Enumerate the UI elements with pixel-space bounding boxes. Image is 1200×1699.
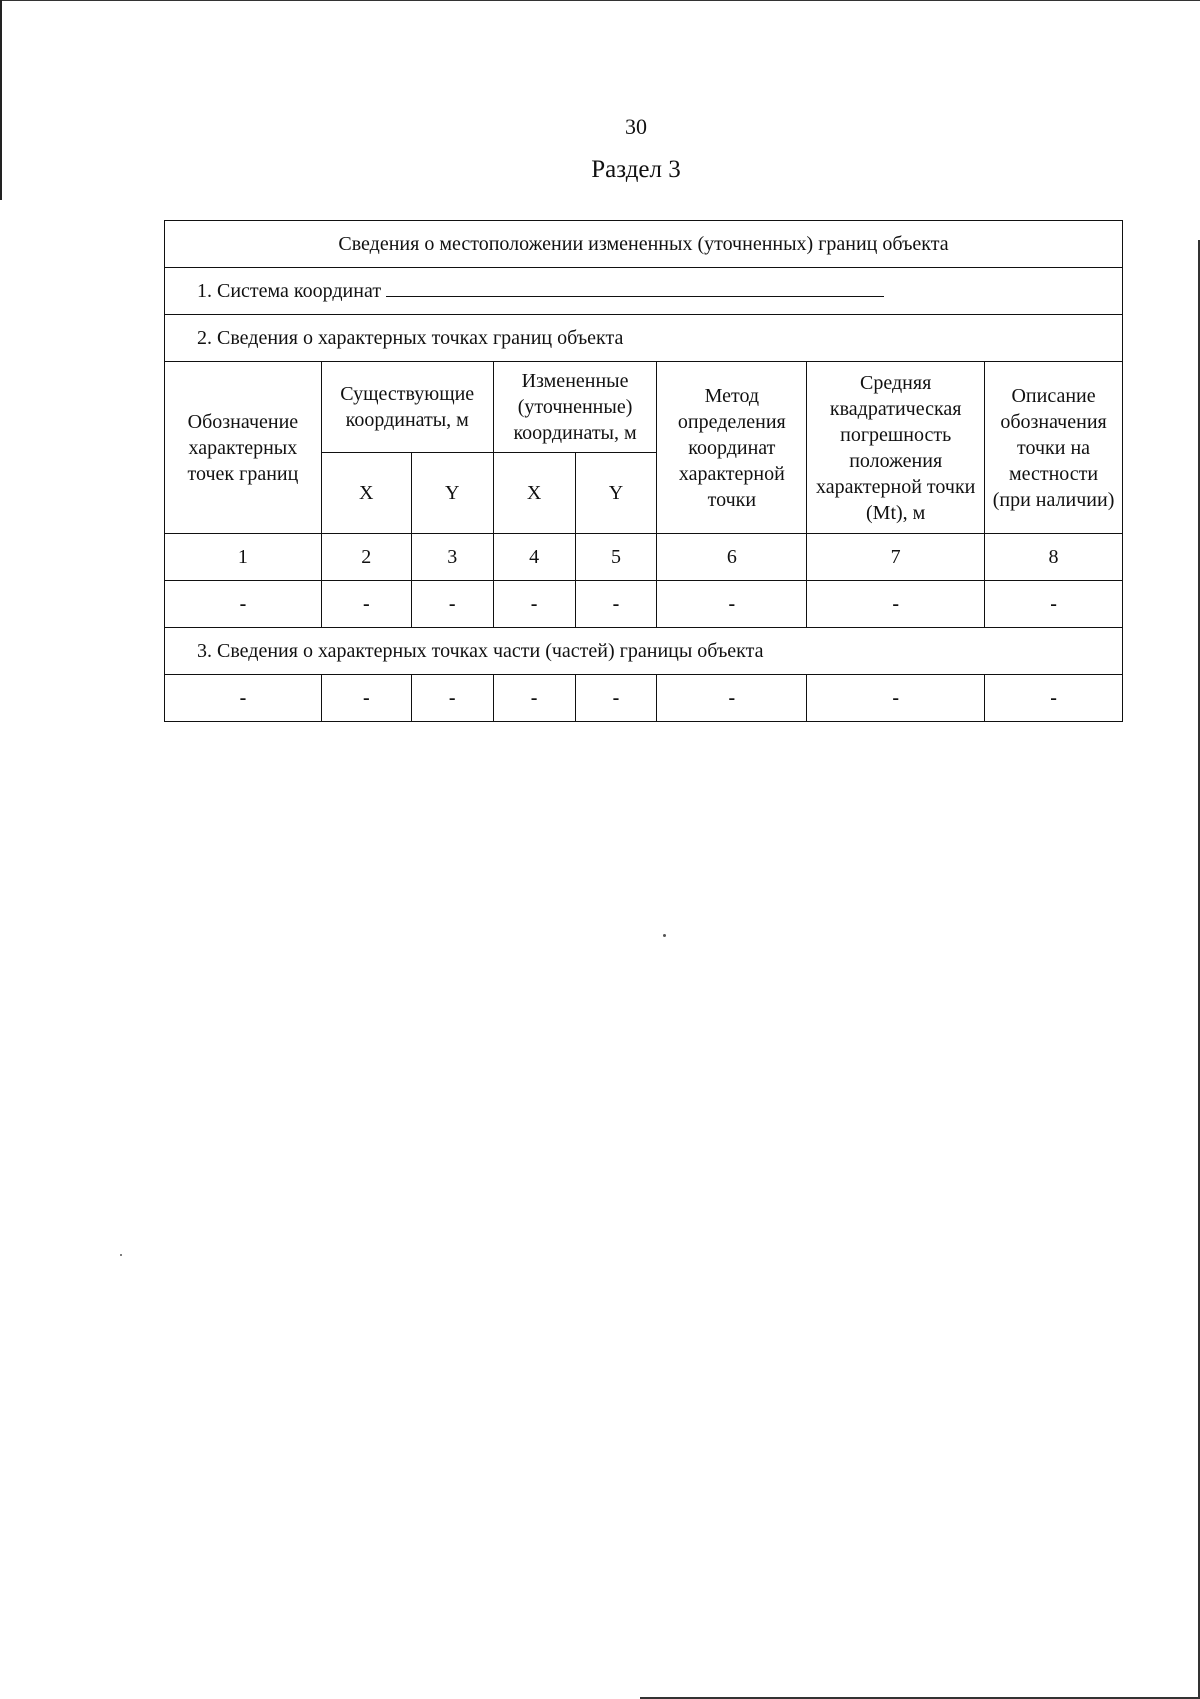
header-changed-coordinates: Измененные (уточненные) координаты, м (493, 362, 657, 453)
table-cell: - (985, 581, 1123, 628)
header-mean-square-error: Средняя квадратическая погрешность положения характерной точки (Mt), м (807, 362, 985, 534)
table-cell: - (657, 581, 807, 628)
scan-speck (663, 934, 666, 937)
table-cell: - (411, 675, 493, 722)
table-cell: - (493, 581, 575, 628)
header-existing-coordinates: Существующие координаты, м (321, 362, 493, 453)
table-cell: - (321, 581, 411, 628)
table-title: Сведения о местоположении измененных (уточненных) границ объекта (165, 221, 1123, 268)
column-number: 4 (493, 534, 575, 581)
table-cell: - (165, 675, 322, 722)
table-cell: - (985, 675, 1123, 722)
subheader-existing-x: X (321, 453, 411, 534)
table-cell: - (657, 675, 807, 722)
table-cell: - (411, 581, 493, 628)
subheader-existing-y: Y (411, 453, 493, 534)
scan-speck (120, 1254, 122, 1256)
column-number: 6 (657, 534, 807, 581)
scan-edge-top (0, 0, 1200, 1)
table-cell: - (807, 675, 985, 722)
subheader-changed-x: X (493, 453, 575, 534)
table-cell: - (321, 675, 411, 722)
column-number: 3 (411, 534, 493, 581)
column-number: 5 (575, 534, 657, 581)
subheader-changed-y: Y (575, 453, 657, 534)
boundary-table (164, 220, 1123, 722)
coordinate-system-blank (386, 278, 884, 297)
parts-heading: 3. Сведения о характерных точках части (частей) границы объекта (165, 628, 1123, 675)
column-number-row (165, 534, 1123, 581)
table-cell: - (493, 675, 575, 722)
header-point-designation: Обозначение характерных точек границ (165, 362, 322, 534)
table-cell: - (165, 581, 322, 628)
page-number: 30 (625, 114, 647, 139)
header-method: Метод определения координат характерной точки (657, 362, 807, 534)
column-number: 1 (165, 534, 322, 581)
table-cell: - (575, 675, 657, 722)
column-number: 8 (985, 534, 1123, 581)
points-heading: 2. Сведения о характерных точках границ объекта (165, 315, 1123, 362)
section-title: Раздел 3 (591, 156, 681, 183)
table-row (165, 675, 1123, 722)
table-cell: - (575, 581, 657, 628)
column-number: 7 (807, 534, 985, 581)
header-point-description: Описание обозначения точки на местности (при наличии) (985, 362, 1123, 534)
coordinate-system-label: 1. Система координат (197, 280, 382, 302)
column-number: 2 (321, 534, 411, 581)
coordinate-system-row (165, 268, 1123, 315)
table-cell: - (807, 581, 985, 628)
table-row (165, 581, 1123, 628)
